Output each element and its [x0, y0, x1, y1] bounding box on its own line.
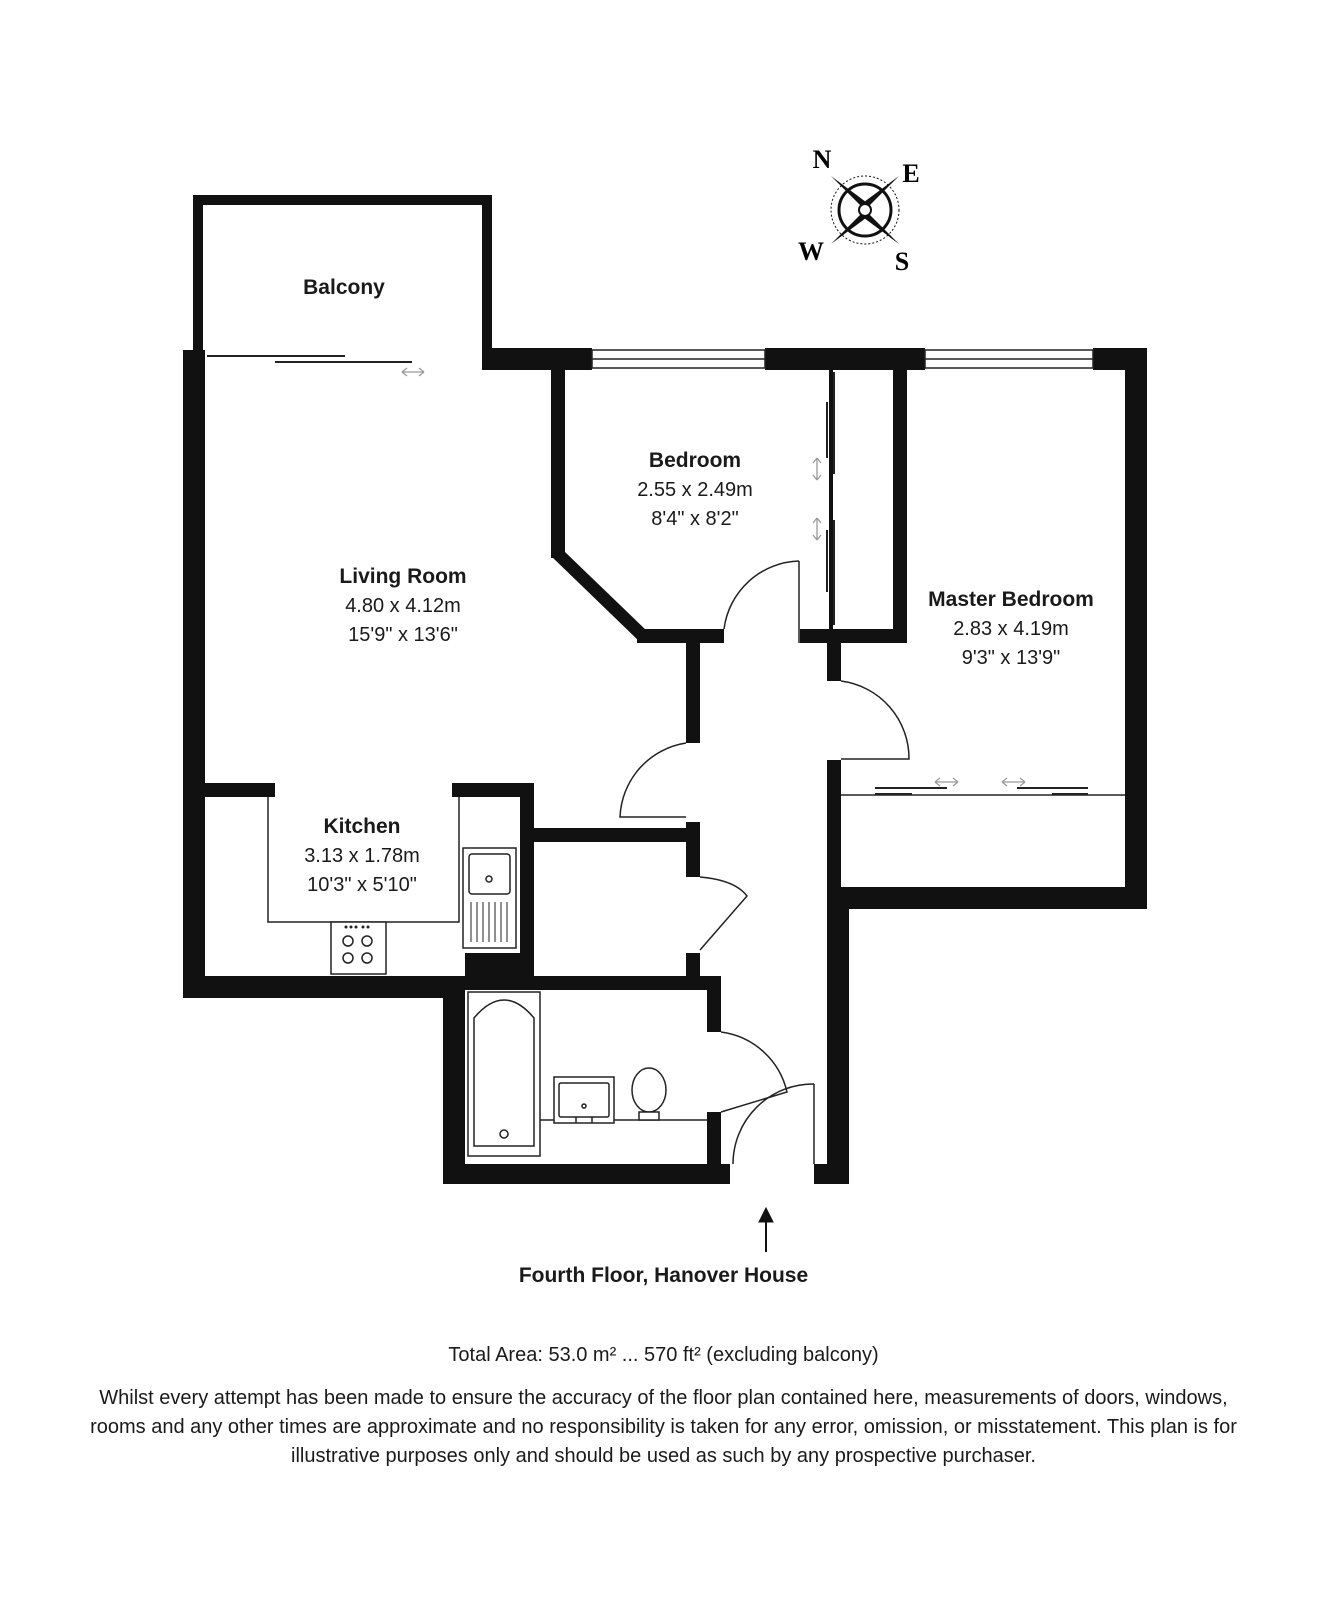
door-swing — [721, 1032, 787, 1112]
room-labels — [303, 276, 1094, 896]
compass-north: N — [812, 145, 832, 174]
partition-wall — [800, 629, 907, 643]
walls — [183, 195, 1147, 1184]
kitchen-wall — [465, 953, 534, 983]
hob-ring-icon — [343, 953, 353, 963]
floor-title: Fourth Floor, Hanover House — [518, 1264, 809, 1287]
hob-ring-icon — [362, 936, 372, 946]
slide-arrow-icon — [1002, 778, 1025, 786]
balcony-wall — [193, 195, 492, 205]
exterior-wall — [183, 350, 205, 998]
bathroom-wall — [707, 1112, 721, 1172]
partition-wall — [829, 368, 833, 629]
master-bedroom-name: Master Bedroom — [928, 588, 1094, 611]
hob-ring-icon — [343, 936, 353, 946]
door-swing — [841, 681, 909, 759]
living-room-imperial: 15'9" x 13'6" — [348, 624, 458, 646]
bathtub-inner — [474, 1000, 534, 1146]
bedroom-wall — [551, 368, 565, 558]
bathroom-wall — [443, 976, 465, 1184]
bath-drain-icon — [500, 1130, 508, 1138]
kitchen-name: Kitchen — [323, 815, 401, 838]
partition-wall — [686, 953, 700, 983]
door-swing — [700, 877, 747, 950]
compass-east: E — [902, 159, 920, 188]
balcony-label: Balcony — [303, 276, 385, 299]
exterior-wall — [827, 887, 849, 1184]
exterior-wall — [827, 887, 1147, 909]
exterior-wall — [183, 976, 448, 998]
sink-drain-icon — [486, 876, 492, 882]
kitchen-metric: 3.13 x 1.78m — [304, 845, 420, 867]
kitchen-imperial: 10'3" x 5'10" — [307, 874, 417, 896]
compass-south: S — [894, 247, 910, 276]
sink-bowl — [469, 854, 510, 894]
compass-west: W — [798, 237, 824, 266]
bathroom-wall — [443, 1164, 730, 1184]
slide-arrow-icon — [935, 778, 958, 786]
bedroom-wall — [551, 552, 647, 643]
bedroom-imperial: 8'4" x 8'2" — [651, 508, 739, 530]
balcony-wall — [482, 195, 492, 350]
compass-center — [859, 204, 871, 216]
partition-wall — [827, 760, 841, 895]
door-swings — [620, 561, 909, 1164]
master-bedroom-imperial: 9'3" x 13'9" — [961, 647, 1061, 669]
cupboard-wall — [534, 828, 700, 842]
partition-wall — [893, 368, 907, 643]
door-swing — [724, 561, 799, 629]
partition-wall — [827, 643, 841, 681]
living-room-name: Living Room — [339, 565, 467, 588]
slide-arrows — [402, 368, 1025, 786]
door-swing — [620, 743, 686, 817]
compass-icon — [798, 145, 920, 276]
exterior-wall — [482, 348, 592, 370]
slide-arrow-icon — [813, 458, 821, 480]
kitchen-wall — [205, 783, 275, 797]
living-room-metric: 4.80 x 4.12m — [345, 595, 461, 617]
hob — [331, 922, 386, 974]
bedroom-wall — [637, 629, 724, 643]
basin-drain-icon — [582, 1104, 586, 1108]
bathroom-fittings — [468, 992, 707, 1156]
hob-ring-icon — [362, 953, 372, 963]
balcony-wall — [193, 195, 203, 350]
exterior-wall — [1125, 348, 1147, 908]
partition-wall — [686, 643, 700, 743]
master-bedroom-metric: 2.83 x 4.19m — [953, 618, 1069, 640]
bedroom-name: Bedroom — [648, 449, 742, 472]
exterior-wall — [814, 1164, 849, 1184]
bedroom-metric: 2.55 x 2.49m — [637, 479, 753, 501]
basin-bowl — [559, 1083, 609, 1117]
entrance-arrow-icon — [759, 1208, 773, 1252]
toilet-bowl — [632, 1068, 666, 1112]
bathroom-wall — [707, 976, 721, 1032]
slide-arrow-icon — [813, 518, 821, 540]
disclaimer: Whilst every attempt has been made to ensure the accuracy of the floor plan contained here, measurements of doors, windows, rooms and any other times are approximate and no responsibility is taken for any error, omission, or misstatement. This plan is for illustrative purposes only and should be used as such by any prospective purchaser. — [90, 1387, 1237, 1467]
total-area: Total Area: 53.0 m² ... 570 ft² (excluding balcony) — [448, 1344, 879, 1366]
slide-arrow-icon — [402, 368, 424, 376]
toilet-cistern — [639, 1112, 659, 1120]
exterior-wall — [765, 348, 925, 370]
